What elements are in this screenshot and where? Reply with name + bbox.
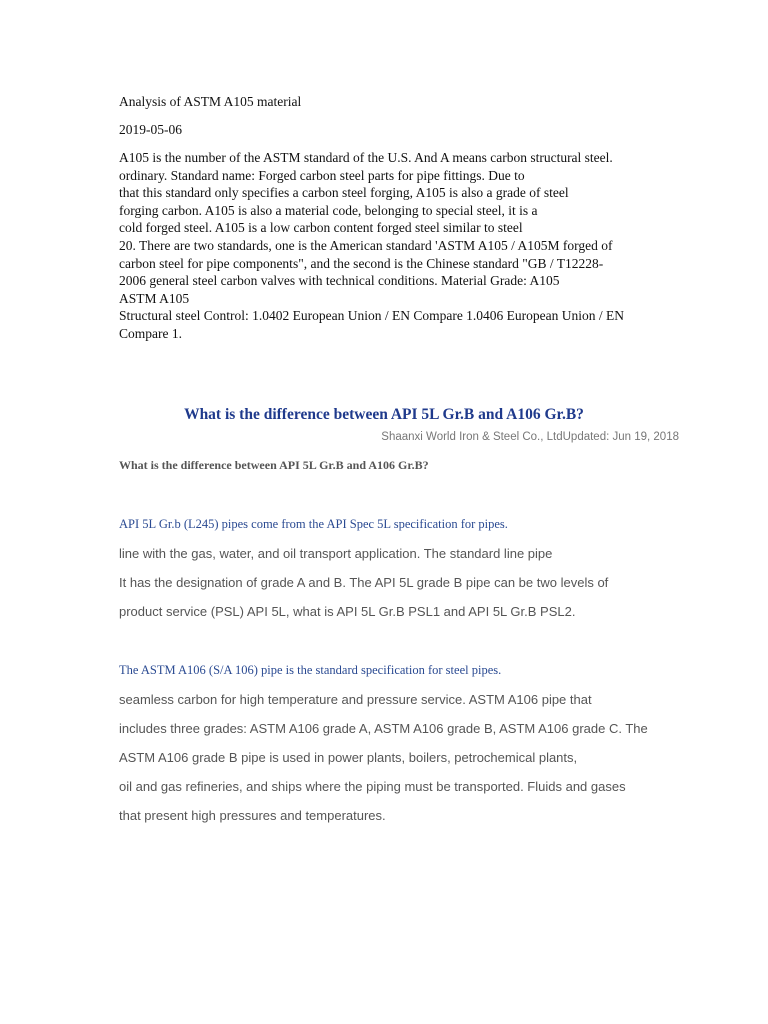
body-line: 20. There are two standards, one is the American standard 'ASTM A105 / A105M forged of — [119, 237, 613, 253]
api-lead-line: API 5L Gr.b (L245) pipes come from the API Spec 5L specification for pipes. — [119, 517, 508, 531]
api-body-line: line with the gas, water, and oil transport application. The standard line pipe — [119, 546, 553, 561]
api-body-line: It has the designation of grade A and B. The API 5L grade B pipe can be two levels of — [119, 575, 609, 590]
section2-byline: Shaanxi World Iron & Steel Co., LtdUpdated: Jun 19, 2018 — [381, 431, 679, 443]
astm-lead-line: The ASTM A106 (S/A 106) pipe is the standard specification for steel pipes. — [119, 663, 502, 677]
api-body-line: product service (PSL) API 5L, what is API 5L Gr.B PSL1 and API 5L Gr.B PSL2. — [119, 604, 576, 619]
astm-body-line: includes three grades: ASTM A106 grade A, ASTM A106 grade B, ASTM A106 grade C. The — [119, 721, 648, 736]
body-line: carbon steel for pipe components", and the second is the Chinese standard "GB / T12228- — [119, 255, 604, 271]
section2-heading: What is the difference between API 5L Gr.B and A106 Gr.B? — [184, 406, 584, 423]
astm-body-line: that present high pressures and temperatures. — [119, 808, 386, 823]
section1-title: Analysis of ASTM A105 material — [119, 94, 302, 109]
astm-body-line: seamless carbon for high temperature and pressure service. ASTM A106 pipe that — [119, 692, 592, 707]
body-line: that this standard only specifies a carbon steel forging, A105 is also a grade of steel — [119, 185, 569, 201]
section2-subheading: What is the difference between API 5L Gr.B and A106 Gr.B? — [119, 458, 429, 472]
body-line: ASTM A105 — [119, 290, 190, 306]
body-line: forging carbon. A105 is also a material code, belonging to special steel, it is a — [119, 202, 538, 218]
section1-body — [119, 149, 624, 343]
body-line: ordinary. Standard name: Forged carbon steel parts for pipe fittings. Due to — [119, 167, 525, 183]
body-line: A105 is the number of the ASTM standard of the U.S. And A means carbon structural steel. — [119, 150, 613, 165]
astm-body-line: ASTM A106 grade B pipe is used in power plants, boilers, petrochemical plants, — [119, 750, 578, 765]
body-line: Compare 1. — [119, 325, 182, 341]
body-line: cold forged steel. A105 is a low carbon content forged steel similar to steel — [119, 220, 523, 236]
body-line: 2006 general steel carbon valves with technical conditions. Material Grade: A105 — [119, 273, 560, 289]
astm-body-line: oil and gas refineries, and ships where the piping must be transported. Fluids and gases — [119, 779, 626, 794]
body-line: Structural steel Control: 1.0402 European Union / EN Compare 1.0406 European Union / EN — [119, 308, 625, 324]
section1-date: 2019-05-06 — [119, 122, 182, 137]
